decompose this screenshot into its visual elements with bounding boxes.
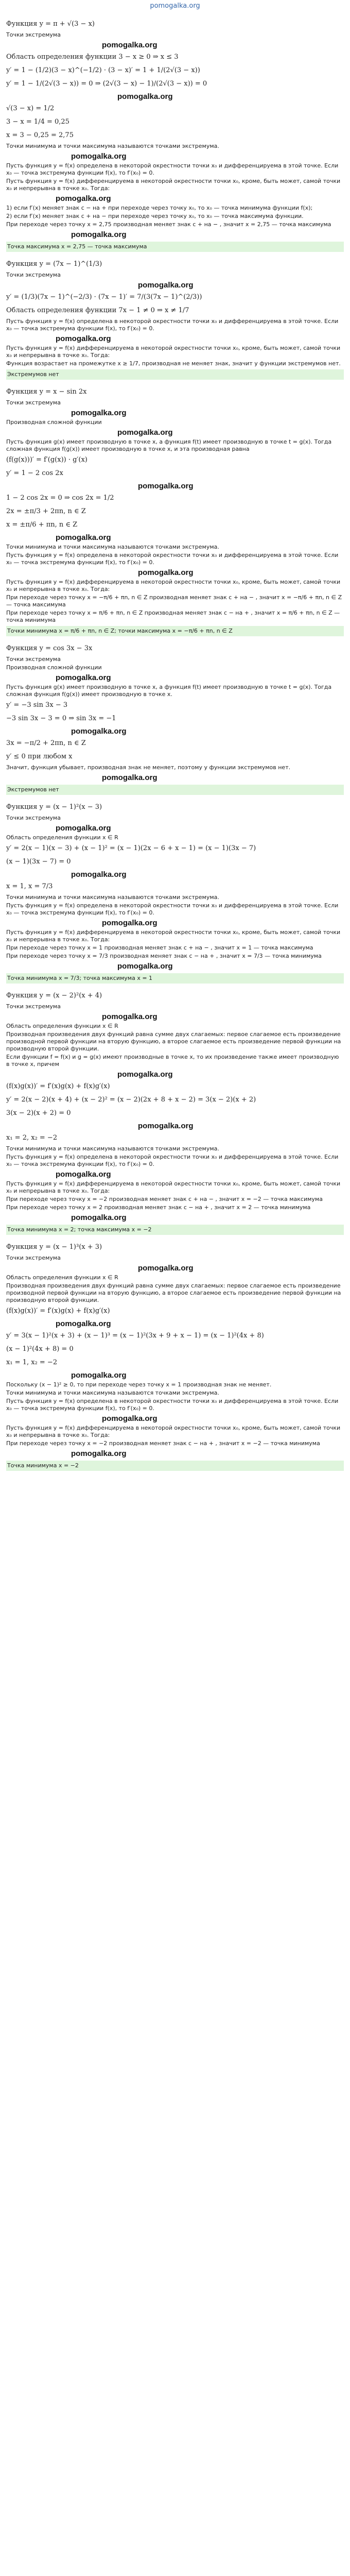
watermark-row [6,229,344,240]
watermark-logo: pomogalka.org [138,482,194,490]
formula-line: x = ±π/6 + πn, n ∈ Z [6,521,78,529]
text-line: При переходе через точку x = −π/6 + πn, n ∈ Z производная меняет знак с + на − , значит x = −π/6 + πn, n ∈ Z — точка максимума [6,594,342,608]
text-line: Точки экстремума [6,815,61,821]
text-line: Пусть функция y = f(x) определена в некоторой окрестности точки x₀ и дифференцируема в этой точке. Если x₀ — точка экстремума функции f(x), то f′(x₀) = 0. [6,162,339,176]
watermark-logo: pomogalka.org [117,962,173,971]
text-line: 1) если f′(x) меняет знак с − на + при переходе через точку x₀, то x₀ — точка минимума функции f(x); [6,205,313,211]
formula-line: 3 − x = 1/4 = 0,25 [6,118,69,126]
watermark-row [6,1212,344,1223]
text-line: Пусть функция y = f(x) дифференцируема в некоторой окрестности точки x₀, кроме, быть может, самой точки x₀ и непрерывна в точке x₀. Тогда: [6,345,341,359]
watermark-logo: pomogalka.org [71,1449,127,1458]
watermark-logo: pomogalka.org [56,334,111,343]
formula-line: Функция y = x − sin 2x [6,388,87,396]
text-line: Пусть функция y = f(x) определена в некоторой окрестности точки x₀ и дифференцируема в этой точке. Если x₀ — точка экстремума функции f(x), то f′(x₀) = 0. [6,318,339,332]
text-line: Пусть функция y = f(x) определена в некоторой окрестности точки x₀ и дифференцируема в этой точке. Если x₀ — точка экстремума функции f(x), то f′(x₀) = 0. [6,1154,339,1167]
watermark-logo: pomogalka.org [117,92,173,101]
answer-line: Экстремумов нет [6,369,344,380]
formula-line: Функция y = cos 3x − 3x [6,645,93,652]
formula-line: Функция y = (x − 1)³(x + 3) [6,1243,102,1251]
problem-section [6,18,344,252]
watermark-logo: pomogalka.org [102,1012,157,1021]
watermark-row [6,1069,344,1080]
formula-line: y′ = 2(x − 1)(x − 3) + (x − 1)² = (x − 1)(2x − 6 + x − 1) = (x − 1)(3x − 7) [6,844,256,852]
watermark-logo: pomogalka.org [71,230,127,239]
text-line: Точки минимума и точки максимума называются точками экстремума. [6,1145,219,1152]
watermark-logo: pomogalka.org [56,673,111,682]
formula-line: 1 − 2 cos 2x = 0 ⇒ cos 2x = 1/2 [6,494,114,502]
watermark-row [6,1448,344,1459]
formula-line: x = 1, x = 7/3 [6,883,53,890]
answer-line: Точка минимума x = −2 [6,1461,344,1471]
text-line: Точки экстремума [6,399,61,406]
text-line: Производная сложной функции [6,664,102,671]
formula-line: y′ = (1/3)(7x − 1)^(−2/3) · (7x − 1)′ = 7/(3(7x − 1)^(2/3)) [6,293,202,301]
text-line: Область определения функции x ∈ R [6,1274,118,1281]
answer-line: Точка минимума x = 2; точка максимума x = −2 [6,1225,344,1235]
formula-line: √(3 − x) = 1/2 [6,105,55,112]
watermark-row [6,567,344,578]
watermark-row [6,672,344,683]
text-line: Пусть функция y = f(x) определена в некоторой окрестности точки x₀ и дифференцируема в этой точке. Если x₀ — точка экстремума функции f(x), то f′(x₀) = 0. [6,1398,339,1412]
text-line: Пусть функция g(x) имеет производную в точке x, а функция f(t) имеет производную в точке t = g(x). Тогда сложная функция f(g(x)) имеет производную в точке x, и эта производная равна [6,438,332,452]
formula-line: −3 sin 3x − 3 = 0 ⇒ sin 3x = −1 [6,715,116,722]
solution-content [0,14,350,1483]
watermark-logo: pomogalka.org [71,870,127,879]
watermark-row [6,1318,344,1329]
formula-line: 2x = ±π/3 + 2πn, n ∈ Z [6,507,86,515]
watermark-row [6,725,344,737]
text-line: Точки экстремума [6,1255,61,1261]
text-line: Пусть функция y = f(x) дифференцируема в некоторой окрестности точки x₀, кроме, быть может, самой точки x₀ и непрерывна в точке x₀. Тогда: [6,178,341,192]
formula-line: (x − 1)²(4x + 8) = 0 [6,1345,74,1353]
watermark-row [6,150,344,162]
text-line: Пусть функция y = f(x) определена в некоторой окрестности точки x₀ и дифференцируема в этой точке. Если x₀ — точка экстремума функции f(x), то f′(x₀) = 0. [6,902,339,916]
formula-line: (x − 1)(3x − 7) = 0 [6,858,71,866]
problem-section [6,801,344,984]
formula-line: y′ = 1 − 1/(2√(3 − x)) = 0 ⇒ (2√(3 − x) − 1)/(2√(3 − x)) = 0 [6,80,207,88]
answer-line: Точки минимума x = π/6 + πn, n ∈ Z; точки максимума x = −π/6 + πn, n ∈ Z [6,626,344,636]
watermark-row [6,822,344,834]
problem-section [6,1241,344,1471]
text-line: Функция возрастает на промежутке x ≥ 1/7, производная не меняет знак, значит у функции экстремумов нет. [6,360,341,367]
watermark-logo: pomogalka.org [102,1414,157,1423]
answer-line: Точка максимума x = 2,75 — точка максимума [6,242,344,252]
formula-line: y′ = 3(x − 1)²(x + 3) + (x − 1)³ = (x − 1)²(3x + 9 + x − 1) = (x − 1)²(4x + 8) [6,1332,264,1340]
text-line: При переходе через точку x = π/6 + πn, n ∈ Z производная меняет знак с − на + , значит x = π/6 + πn, n ∈ Z — точка минимума [6,609,340,623]
watermark-logo: pomogalka.org [71,1371,127,1380]
watermark-logo: pomogalka.org [138,568,194,577]
watermark-logo: pomogalka.org [56,194,111,203]
section-gap [6,985,344,989]
formula-line: Область определения функции 3 − x ≥ 0 ⇒ x ≤ 3 [6,53,179,61]
formula-line: 3(x − 2)(x + 2) = 0 [6,1109,71,1117]
watermark-logo: pomogalka.org [56,1170,111,1179]
problem-section [6,258,344,380]
problem-section [6,385,344,636]
watermark-row [6,39,344,50]
watermark-row [6,279,344,291]
formula-line: y′ = −3 sin 3x − 3 [6,701,68,709]
formula-line: Функция y = π + √(3 − x) [6,20,95,28]
watermark-logo: pomogalka.org [71,152,127,161]
watermark-logo: pomogalka.org [102,919,157,927]
text-line: При переходе через точку x = 1 производная меняет знак с + на − , значит x = 1 — точка максимума [6,944,313,951]
formula-line: x₁ = 1, x₂ = −2 [6,1359,58,1366]
formula-line: (f(x)g(x))′ = f′(x)g(x) + f(x)g′(x) [6,1082,110,1090]
text-line: Пусть функция y = f(x) дифференцируема в некоторой окрестности точки x₀, кроме, быть может, самой точки x₀ и непрерывна в точке x₀. Тогда: [6,1180,341,1194]
text-line: Поскольку (x − 1)² ≥ 0, то при переходе через точку x = 1 производная знак не меняет. [6,1381,272,1388]
text-line: При переходе через точку x = 7/3 производная меняет знак с − на + , значит x = 7/3 — точка минимума [6,953,322,959]
text-line: Производная произведения двух функций равна сумме двух слагаемых: первое слагаемое есть произведение производной первой функции на вторую функцию, а второе слагаемое есть произведение первой функции на производную второй функции. [6,1031,341,1052]
text-line: Если функции f = f(x) и g = g(x) имеют производные в точке x, то их произведение также имеет производную в точке x, причем [6,1054,339,1067]
watermark-logo: pomogalka.org [71,727,127,736]
text-line: Точки экстремума [6,656,61,663]
formula-line: y′ ≤ 0 при любом x [6,753,73,760]
watermark-row [6,480,344,492]
text-line: Пусть функция y = f(x) дифференцируема в некоторой окрестности точки x₀, кроме, быть может, самой точки x₀ и непрерывна в точке x₀. Тогда: [6,579,341,592]
formula-line: y′ = 2(x − 2)(x + 4) + (x − 2)² = (x − 2)(2x + 8 + x − 2) = 3(x − 2)(x + 2) [6,1096,256,1104]
formula-line: 3x = −π/2 + 2πn, n ∈ Z [6,739,86,747]
text-line: Точки экстремума [6,31,61,38]
text-line: При переходе через точку x = −2 производная меняет знак с − на + , значит x = −2 — точка минимума [6,1440,320,1447]
text-line: 2) если f′(x) меняет знак с + на − при переходе через точку x₀, то x₀ — точка максимума функции. [6,213,304,219]
watermark-logo: pomogalka.org [117,428,173,437]
formula-line: Функция y = (x − 1)²(x − 3) [6,803,102,811]
answer-line: Экстремумов нет [6,785,344,795]
section-gap [6,638,344,642]
text-line: Пусть функция g(x) имеет производную в точке x, а функция f(t) имеет производную в точке t = g(x). Тогда сложная функция f(g(x)) имеет производную в точке x. [6,684,332,698]
watermark-row [6,1262,344,1274]
watermark-row [6,1120,344,1131]
watermark-logo: pomogalka.org [56,824,111,833]
text-line: Точки экстремума [6,272,61,278]
watermark-row [6,532,344,543]
watermark-logo: pomogalka.org [102,773,157,782]
watermark-logo: pomogalka.org [102,41,157,49]
text-line: Точки минимума и точки максимума называются точками экстремума. [6,544,219,550]
text-line: При переходе через точку x = 2 производная меняет знак с − на + , значит x = 2 — точка минимума [6,1204,311,1211]
formula-line: Функция y = (7x − 1)^(1/3) [6,260,102,268]
watermark-row [6,1168,344,1180]
formula-line: y′ = 1 − 2 cos 2x [6,469,63,477]
text-line: Пусть функция y = f(x) дифференцируема в некоторой окрестности точки x₀, кроме, быть может, самой точки x₀ и непрерывна в точке x₀. Тогда: [6,929,341,943]
text-line: Значит, функция убывает, производная знак не меняет, поэтому у функции экстремумов нет. [6,764,291,771]
formula-line: x = 3 − 0,25 = 2,75 [6,131,74,139]
text-line: При переходе через точку x = −2 производная меняет знак с + на − , значит x = −2 — точка максимума [6,1196,323,1202]
watermark-row [6,407,344,418]
section-gap [6,796,344,801]
watermark-logo: pomogalka.org [71,409,127,417]
watermark-row [6,869,344,880]
watermark-row [6,917,344,928]
text-line: Точки минимума и точки максимума называются точками экстремума. [6,1389,219,1396]
text-line: Точки экстремума [6,1003,61,1010]
site-logo-link[interactable]: pomogalka.org [150,2,200,10]
watermark-row [6,427,344,438]
formula-line: (f(g(x)))′ = f′(g(x)) · g′(x) [6,456,87,464]
watermark-row [6,1011,344,1022]
section-gap [6,381,344,385]
watermark-row [6,772,344,783]
text-line: Точки минимума и точки максимума называются точками экстремума. [6,894,219,901]
watermark-logo: pomogalka.org [71,1213,127,1222]
watermark-logo: pomogalka.org [138,1122,194,1130]
watermark-logo: pomogalka.org [138,281,194,290]
text-line: Область определения функции x ∈ R [6,1023,118,1029]
text-line: Производная произведения двух функций равна сумме двух слагаемых: первое слагаемое есть произведение производной первой функции на вторую функцию, а второе слагаемое есть произведение первой функции на производную второй функции. [6,1282,341,1303]
section-gap [6,1236,344,1241]
watermark-logo: pomogalka.org [56,533,111,542]
text-line: Производная сложной функции [6,419,102,426]
formula-line: Функция y = (x − 2)²(x + 4) [6,992,102,999]
watermark-row [6,960,344,972]
section-gap [6,253,344,258]
watermark-logo: pomogalka.org [138,1264,194,1273]
text-line: Точки минимума и точки максимума называются точками экстремума. [6,143,219,149]
formula-line: y′ = 1 − (1/2)(3 − x)^(−1/2) · (3 − x)′ = 1 + 1/(2√(3 − x)) [6,66,200,74]
watermark-logo: pomogalka.org [117,1070,173,1079]
watermark-row [6,1413,344,1424]
watermark-row [6,193,344,204]
formula-line: (f(x)g(x))′ = f′(x)g(x) + f(x)g′(x) [6,1307,110,1315]
watermark-row [6,333,344,344]
watermark-row [6,1369,344,1381]
site-header [0,0,350,14]
answer-line: Точка минимума x = 7/3; точка максимума x = 1 [6,973,344,984]
formula-line: x₁ = 2, x₂ = −2 [6,1134,58,1142]
problem-section [6,989,344,1235]
formula-line: Область определения функции 7x − 1 ≠ 0 ⇒ x ≠ 1/7 [6,307,189,314]
text-line: Область определения функции x ∈ R [6,834,118,841]
section-gap [6,1472,344,1477]
text-line: Пусть функция y = f(x) дифференцируема в некоторой окрестности точки x₀, кроме, быть может, самой точки x₀ и непрерывна в точке x₀. Тогда: [6,1425,341,1438]
watermark-row [6,91,344,102]
text-line: При переходе через точку x = 2,75 производная меняет знак с + на − , значит x = 2,75 — точка максимума [6,221,331,228]
text-line: Пусть функция y = f(x) определена в некоторой окрестности точки x₀ и дифференцируема в этой точке. Если x₀ — точка экстремума функции f(x), то f′(x₀) = 0. [6,552,339,566]
watermark-logo: pomogalka.org [56,1319,111,1328]
problem-section [6,642,344,795]
